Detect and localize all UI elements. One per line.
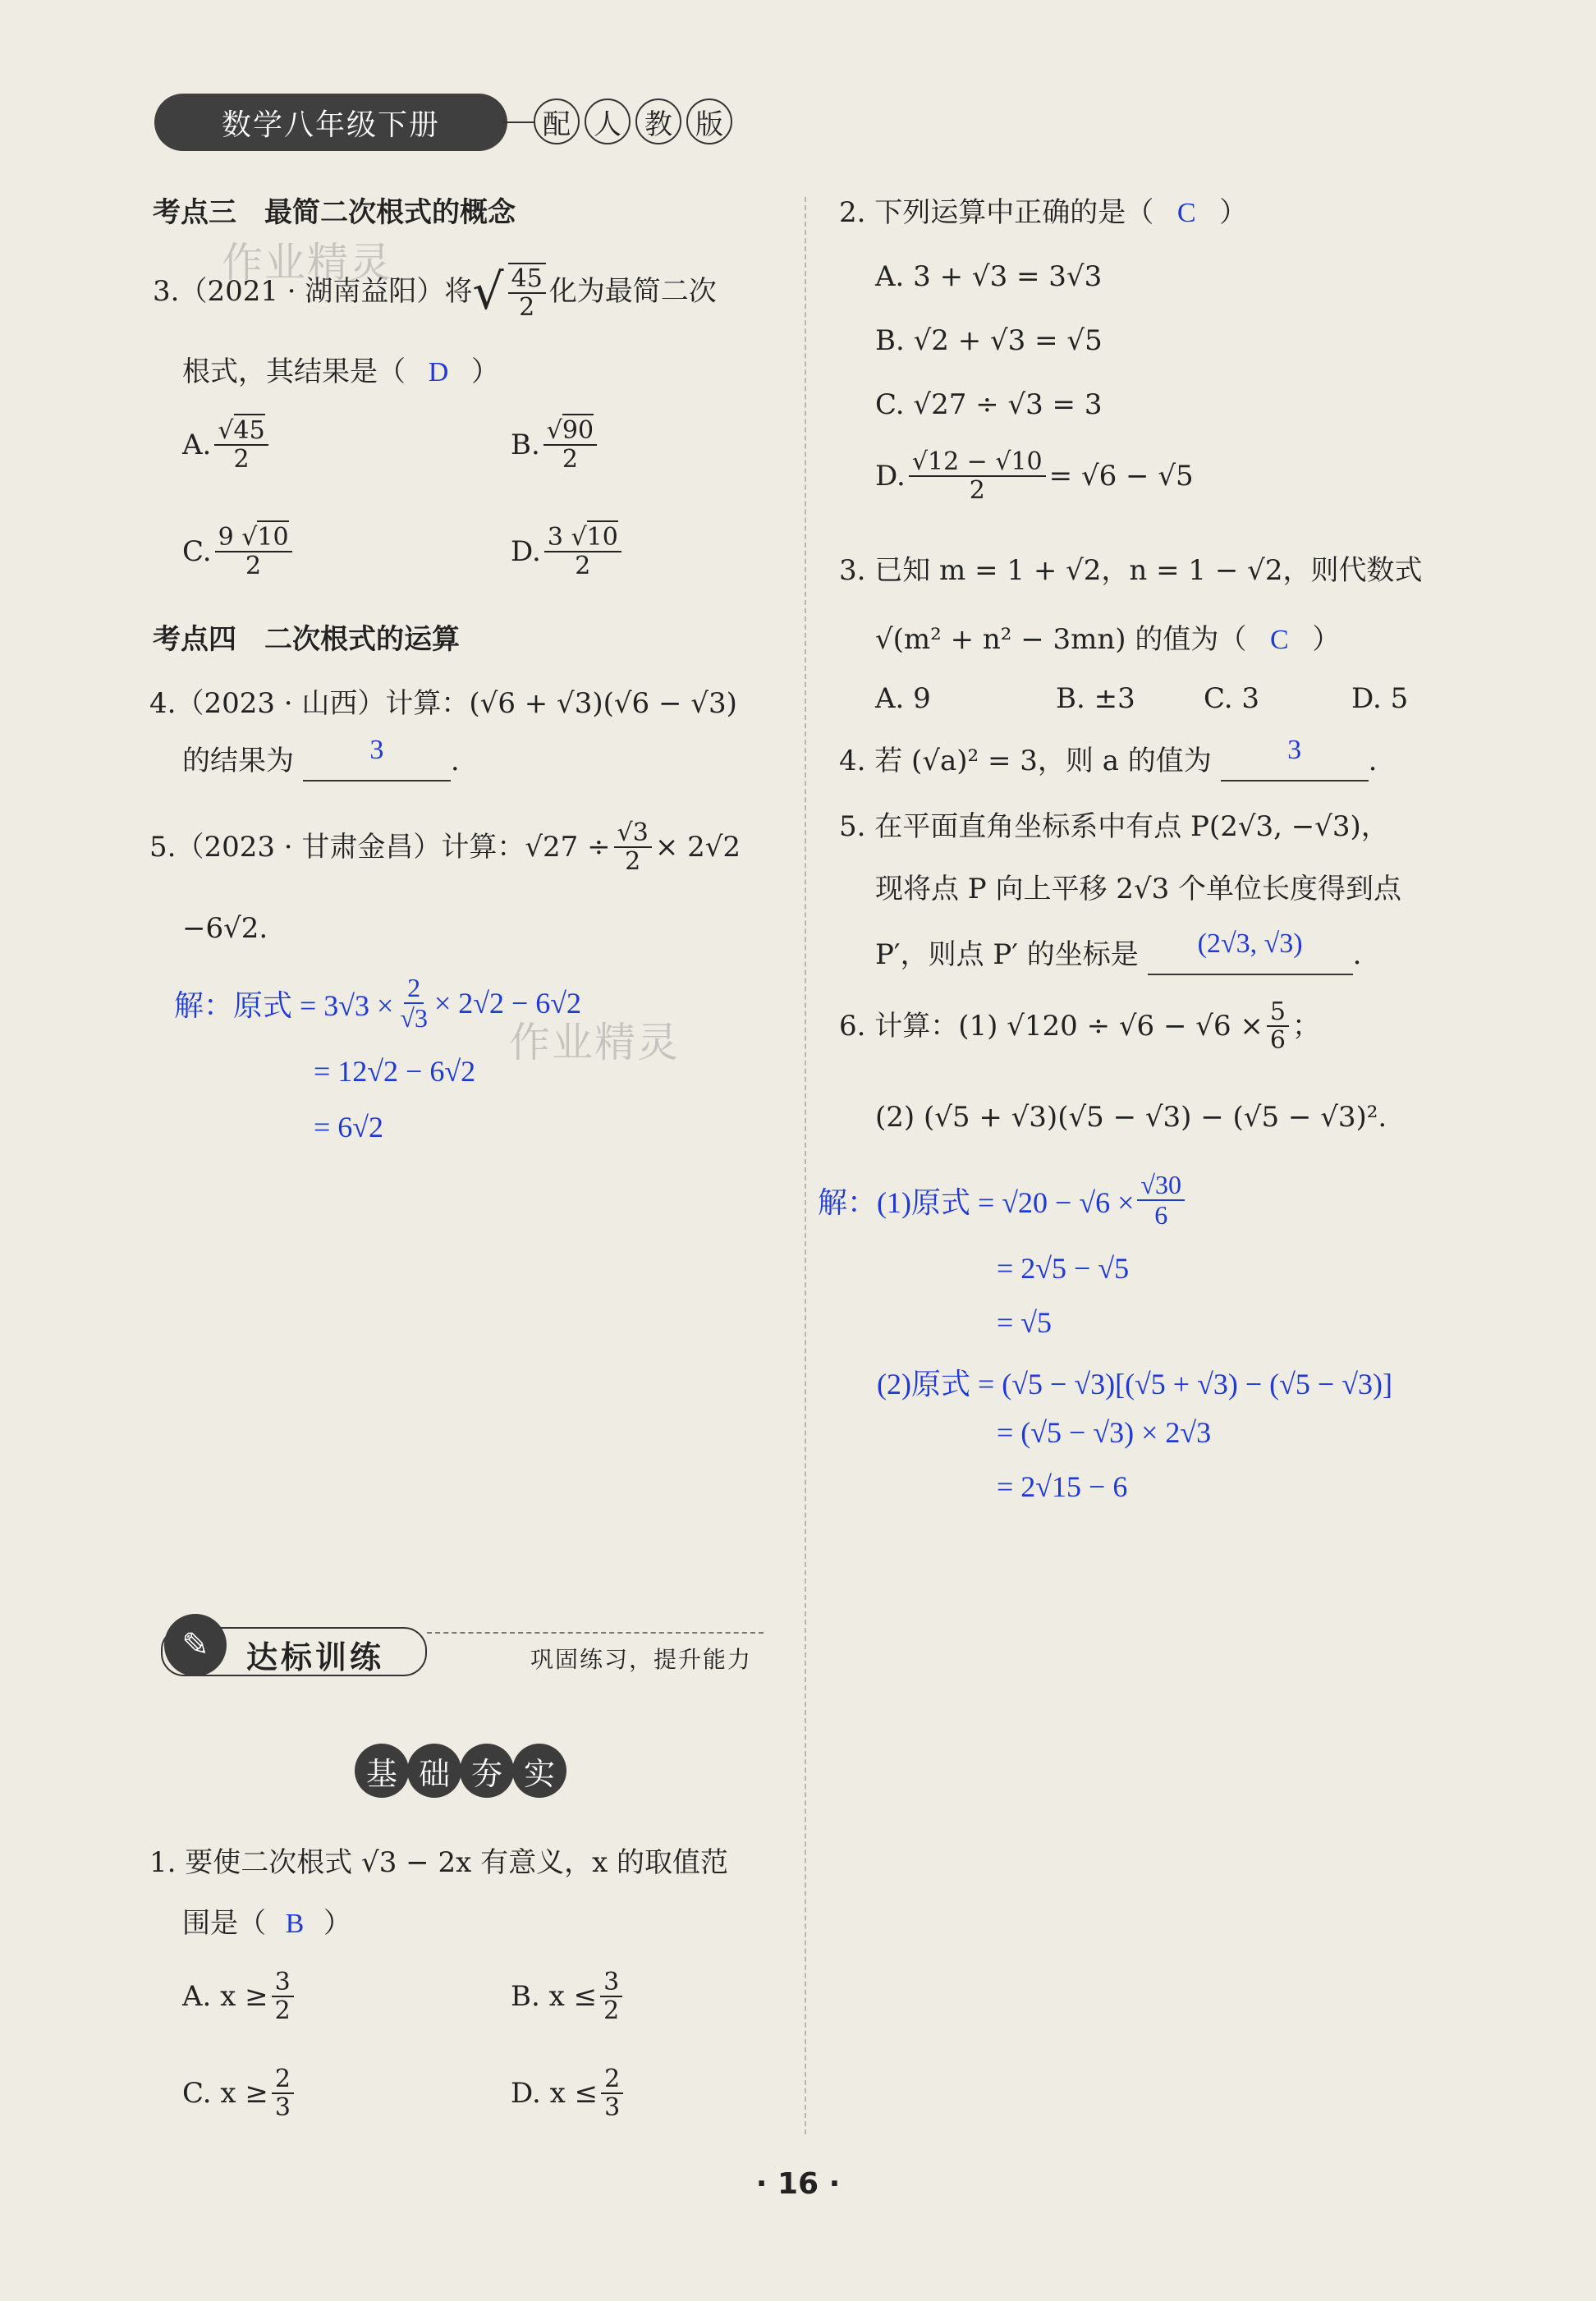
option-label: C. x ≥	[182, 2076, 268, 2110]
question-4-line2	[182, 735, 460, 782]
q2-suffix: ）	[1219, 196, 1248, 229]
q3-prefix: 3.（2021 · 湖南益阳）将	[153, 275, 473, 309]
badge-char-4: 实	[512, 1744, 566, 1798]
q6-solution-line3: = √5	[997, 1306, 1053, 1339]
q1-answer: B	[285, 1909, 305, 1939]
r-question-6-line1	[839, 998, 1320, 1054]
question-1-line1: 1. 要使二次根式 √3 − 2x 有意义，x 的取值范	[149, 1846, 729, 1879]
r-question-6-line2: (2) (√5 + √3)(√5 − √3) − (√5 − √3)².	[875, 1101, 1387, 1134]
q2-prefix: 2. 下列运算中正确的是（	[839, 196, 1154, 229]
header-connector	[502, 121, 535, 123]
training-dashed-line	[427, 1632, 764, 1634]
r-q5-blank	[1148, 928, 1353, 975]
option-fraction: $\frac{3}{2}$	[272, 1969, 294, 2024]
training-subtitle: 巩固练习，提升能力	[530, 1646, 753, 1673]
watermark: 作业精灵	[509, 1019, 680, 1066]
r-q3-option-b: B. ±3	[1056, 682, 1135, 715]
r-q6-fraction: $\frac{5}{6}$	[1267, 998, 1289, 1054]
r-q4-suffix: .	[1368, 745, 1378, 777]
r-q3-option-a: A. 9	[875, 682, 931, 715]
q1-option-a	[182, 1969, 297, 2024]
r-question-2-line1	[839, 195, 1247, 231]
q1-option-c	[182, 2065, 297, 2121]
edition-char-3: 教	[635, 99, 681, 144]
r-question-3-line1: 3. 已知 m = 1 + √2，n = 1 − √2，则代数式	[839, 554, 1423, 587]
badge-char-1: 基	[355, 1744, 409, 1798]
q6-solution-line6: = 2√15 − 6	[997, 1470, 1128, 1503]
q2-option-d	[875, 448, 1194, 504]
question-3-line2	[182, 355, 499, 391]
option-rhs: = √6 − √5	[1048, 459, 1194, 493]
solution-fraction: $\frac{√30}{6}$	[1137, 1171, 1185, 1230]
watermark: 作业精灵	[222, 239, 392, 286]
q2-option-c: C. √27 ÷ √3 = 3	[875, 388, 1103, 421]
q1-option-b	[511, 1969, 626, 2024]
q2-answer: C	[1176, 198, 1196, 228]
r-q3-option-d: D. 5	[1351, 682, 1409, 715]
option-label: D.	[875, 459, 906, 493]
q5-solution-line1	[174, 974, 581, 1033]
badge-char-3: 夯	[460, 1744, 514, 1798]
q5-solution-line3: = 6√2	[314, 1111, 384, 1144]
question-3-line1	[153, 263, 717, 321]
r-q5-answer: (2√3, √3)	[1197, 928, 1303, 959]
q3-line2-text: 根式，其结果是（	[182, 355, 406, 388]
r-q4-blank	[1221, 735, 1369, 782]
option-label: A. x ≥	[182, 1979, 268, 2013]
q3-expression: √(m² + n² − 3mn) 的值为（	[875, 623, 1247, 656]
q6-solution-line2: = 2√5 − √5	[997, 1252, 1130, 1285]
q6-solution-line1	[818, 1171, 1188, 1230]
r-q6-suffix: ；	[1291, 1009, 1320, 1043]
q3-option-a	[182, 417, 272, 473]
option-fraction: $\frac{3}{2}$	[600, 1969, 622, 2024]
q1-prefix: 围是（	[182, 1907, 266, 1940]
q1-option-d	[511, 2065, 626, 2121]
q2-option-a: A. 3 + √3 = 3√3	[875, 260, 1103, 293]
option-fraction: $\frac{√12 - √10}{2}$	[909, 448, 1046, 504]
option-label: B.	[511, 428, 540, 461]
q2-option-b: B. √2 + √3 = √5	[875, 324, 1103, 357]
question-1-line2	[182, 1906, 351, 1942]
q4-blank	[303, 735, 451, 782]
q5-solution-line2: = 12√2 − 6√2	[314, 1055, 476, 1088]
q3-suffix: 化为最简二次	[548, 275, 717, 309]
solution-text: 解：原式 = 3√3 ×	[174, 988, 394, 1022]
r-q3-option-c: C. 3	[1204, 682, 1260, 715]
r-question-5-line3	[875, 928, 1362, 975]
r-q4-prefix: 4. 若 (√a)² = 3，则 a 的值为	[839, 745, 1212, 777]
q4-answer: 3	[369, 735, 384, 765]
edition-char-4: 版	[686, 99, 732, 144]
option-fraction: $\frac{2}{3}$	[272, 2065, 294, 2121]
question-5-line1	[149, 819, 741, 875]
option-label: A.	[182, 428, 212, 461]
r-q6-prefix: 6. 计算：(1) √120 ÷ √6 − √6 ×	[839, 1009, 1264, 1043]
solution-text: × 2√2 − 6√2	[433, 987, 582, 1020]
column-divider	[805, 197, 806, 2134]
option-label: C.	[182, 534, 212, 568]
option-fraction: 3 √10 2	[544, 524, 621, 580]
pencil-icon: ✎	[164, 1614, 227, 1676]
q6-solution-line4: (2)原式 = (√5 − √3)[(√5 + √3) − (√5 − √3)]	[877, 1368, 1392, 1400]
q5-prefix: 5.（2023 · 甘肃金昌）计算：√27 ÷	[149, 830, 611, 864]
option-fraction: $\frac{2}{3}$	[601, 2065, 623, 2121]
r-q3-answer: C	[1270, 625, 1289, 655]
r-q5-prefix: P′，则点 P′ 的坐标是	[875, 938, 1139, 971]
q4-suffix: .	[450, 745, 460, 777]
q5-suffix: × 2√2	[654, 830, 741, 864]
q6-solution-line5: = (√5 − √3) × 2√3	[997, 1416, 1212, 1449]
q3-suffix: ）	[1312, 623, 1341, 656]
r-question-5-line1: 5. 在平面直角坐标系中有点 P(2√3, −√3)，	[839, 810, 1389, 843]
r-question-5-line2: 现将点 P 向上平移 2√3 个单位长度得到点	[875, 873, 1402, 905]
section-title-3: 考点三 最简二次根式的概念	[153, 196, 516, 229]
r-question-4	[839, 735, 1378, 782]
q3-option-c	[182, 524, 296, 580]
fraction-numerator: 45	[508, 265, 546, 294]
fraction-denominator: 2	[519, 293, 535, 322]
badge-char-2: 础	[407, 1744, 461, 1798]
training-title: 达标训练	[246, 1639, 385, 1675]
q3-radicand-fraction	[508, 263, 546, 321]
q3-option-d	[511, 524, 625, 580]
edition-char-1: 配	[534, 99, 580, 144]
question-5-line2: −6√2.	[182, 912, 268, 945]
edition-char-2: 人	[585, 99, 631, 144]
solution-fraction: $\frac{2}{√3}$	[400, 973, 428, 1034]
q3-answer: D	[428, 357, 449, 387]
q4-prefix: 的结果为	[182, 745, 294, 777]
sqrt-symbol: √	[472, 263, 504, 321]
r-question-3-line2	[875, 622, 1340, 658]
option-label: B. x ≤	[511, 1979, 598, 2013]
q3-option-b	[511, 417, 600, 473]
section-title-4: 考点四 二次根式的运算	[153, 623, 460, 656]
option-fraction: √45 2	[214, 417, 268, 473]
solution-text: 解：(1)原式 = √20 − √6 ×	[818, 1185, 1135, 1219]
r-q4-answer: 3	[1287, 735, 1302, 765]
r-q5-suffix: .	[1352, 938, 1362, 971]
q1-suffix: ）	[323, 1907, 351, 1940]
option-fraction: 9 √10 2	[215, 524, 292, 580]
book-title: 数学八年级下册	[154, 94, 507, 151]
question-4-line1: 4.（2023 · 山西）计算：(√6 + √3)(√6 − √3)	[149, 687, 737, 720]
option-label: D.	[511, 534, 541, 568]
page-number: · 16 ·	[755, 2167, 841, 2201]
q5-fraction: $\frac{√3}{2}$	[614, 819, 652, 875]
q3-close: ）	[471, 355, 499, 388]
option-fraction: √90 2	[543, 417, 597, 473]
option-label: D. x ≤	[511, 2076, 598, 2110]
